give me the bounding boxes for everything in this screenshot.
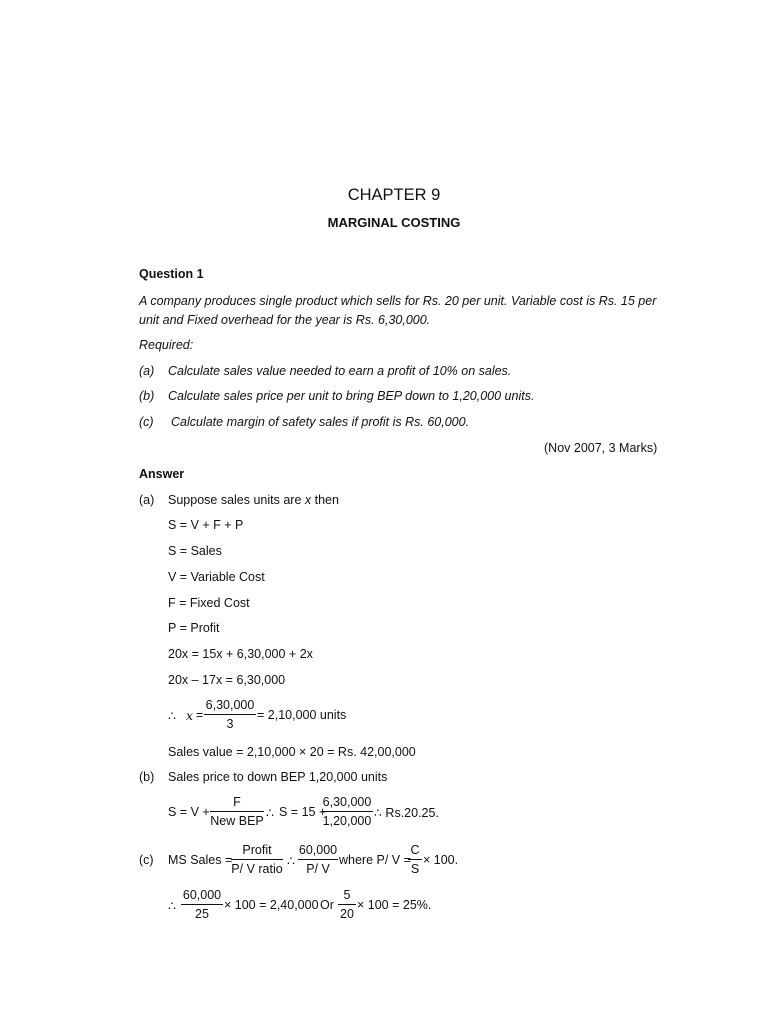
answer-c-result-1: × 100 = 2,40,000	[224, 898, 319, 912]
fraction-denominator: 1,20,000	[322, 814, 372, 828]
equation-line: 20x – 17x = 6,30,000	[168, 673, 286, 687]
fraction-denominator: 25	[195, 907, 209, 921]
chapter-title: CHAPTER 9	[347, 186, 441, 204]
fraction-profit-pv	[231, 843, 283, 876]
answer-label-a: (a)	[139, 493, 155, 507]
fraction-bar	[231, 859, 283, 860]
equation-line: S = V + F + P	[168, 518, 244, 532]
fraction-5-20	[338, 888, 356, 921]
fraction-numerator: 6,30,000	[205, 698, 255, 712]
answer-b-intro: Sales price to down BEP 1,20,000 units	[168, 770, 388, 784]
answer-label-b: (b)	[139, 770, 155, 784]
equation-line: S = Sales	[168, 544, 222, 558]
equation-c-part1: MS Sales =	[168, 853, 233, 867]
fraction-bar	[298, 859, 338, 860]
fraction-denominator: 20	[340, 907, 354, 921]
question-text-line-1: A company produces single product which sells for Rs. 20 per unit. Variable cost is Rs. 15 per	[139, 294, 657, 308]
fraction-numerator: Profit	[242, 843, 272, 857]
answer-b-result: ∴ Rs.20.25.	[374, 806, 439, 820]
answer-c-result-2: × 100 = 25%.	[357, 898, 432, 912]
question-text-line-2: unit and Fixed overhead for the year is Rs. 6,30,000.	[139, 313, 431, 327]
equals-sign: =	[196, 708, 204, 722]
requirement-label-a: (a)	[139, 364, 155, 378]
or-text: Or	[320, 898, 334, 912]
fraction-denominator: P/ V ratio	[231, 862, 283, 876]
fraction-numerator: 60,000	[182, 888, 222, 902]
therefore-symbol: ∴	[287, 853, 295, 868]
required-label: Required:	[139, 338, 194, 352]
fraction-60000-pv	[298, 843, 338, 876]
fraction-denominator: 3	[226, 717, 234, 731]
fraction-bar	[408, 859, 422, 860]
intro-text-end: then	[311, 493, 339, 507]
fraction-denominator: P/ V	[306, 862, 330, 876]
fraction-60000-25	[181, 888, 223, 921]
fraction-c-s	[408, 843, 422, 876]
fraction-x	[204, 698, 256, 731]
sales-value-line: Sales value = 2,10,000 × 20 = Rs. 42,00,000	[168, 745, 416, 759]
fraction-bar	[338, 904, 356, 905]
therefore-symbol: ∴	[266, 805, 274, 820]
question-source: (Nov 2007, 3 Marks)	[544, 441, 658, 455]
chapter-subtitle: MARGINAL COSTING	[327, 215, 461, 230]
requirement-label-c: (c)	[139, 415, 154, 429]
intro-text: Suppose sales units are	[168, 493, 305, 507]
equation-line: 20x = 15x + 6,30,000 + 2x	[168, 647, 313, 661]
equation-line: P = Profit	[168, 621, 220, 635]
fraction-denominator: S	[410, 862, 420, 876]
fraction-numerator: 6,30,000	[322, 795, 372, 809]
fraction-numerator: 60,000	[298, 843, 338, 857]
requirement-text-a: Calculate sales value needed to earn a profit of 10% on sales.	[168, 364, 512, 378]
equation-b-part1: S = V +	[168, 805, 210, 819]
variable-x: x	[304, 493, 312, 507]
x-result: = 2,10,000 units	[257, 708, 347, 722]
where-text: where P/ V =	[339, 853, 411, 867]
requirement-label-b: (b)	[139, 389, 155, 403]
equation-line: V = Variable Cost	[168, 570, 265, 584]
therefore-symbol: ∴	[168, 898, 176, 913]
requirement-text-b: Calculate sales price per unit to bring BEP down to 1,20,000 units.	[168, 389, 535, 403]
fraction-numerator: F	[233, 795, 241, 809]
equation-b-part2: S = 15 +	[279, 805, 327, 819]
fraction-denominator: New BEP	[210, 814, 264, 828]
answer-label-c: (c)	[139, 853, 154, 867]
variable-x: x	[186, 708, 194, 723]
fraction-bar	[210, 811, 264, 812]
requirement-text-c: Calculate margin of safety sales if profit is Rs. 60,000.	[171, 415, 470, 429]
equation-line: F = Fixed Cost	[168, 596, 250, 610]
fraction-bar	[181, 904, 223, 905]
fraction-bar	[321, 811, 373, 812]
therefore-symbol: ∴	[168, 708, 176, 723]
fraction-bar	[204, 714, 256, 715]
answer-a-intro	[168, 493, 339, 507]
times-100: × 100.	[423, 853, 459, 867]
question-heading: Question 1	[139, 267, 204, 281]
answer-heading: Answer	[139, 467, 185, 481]
fraction-f-new-bep	[210, 795, 264, 828]
fraction-numerator: C	[410, 843, 420, 857]
fraction-numerator: 5	[343, 888, 351, 902]
fraction-630000-120000	[321, 795, 373, 828]
